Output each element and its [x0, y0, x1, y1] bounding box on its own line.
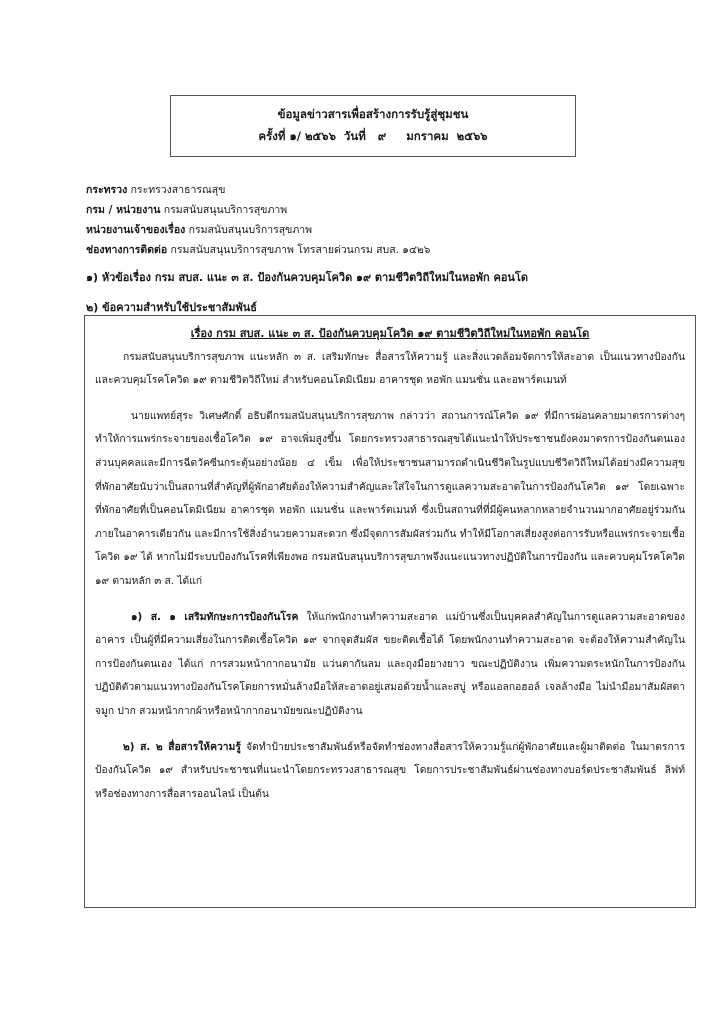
content-paragraph-intro: กรมสนับสนุนบริการสุขภาพ แนะหลัก ๓ ส. เสริมทักษะ สื่อสารให้ความรู้ และสิ่งแวดล้อมจัดการให้สะอาด เป็นแนวทางป้องกันและควบคุมโรคโควิด ๑๙ ตามชีวิตวิถีใหม่ สำหรับคอนโดมิเนียม อาคารชุด หอพัก แมนชั่น และอพาร์ตเมนท์ — [95, 350, 685, 387]
meta-department — [86, 200, 686, 220]
document-meta — [86, 180, 686, 260]
s1-heading: ๑) ส. ๑ เสริมทักษะการป้องกันโรค — [131, 610, 299, 623]
s2-heading: ๒) ส. ๒ สื่อสารให้ความรู้ — [123, 740, 241, 753]
paragraph-gap — [95, 594, 685, 606]
meta-owner — [86, 220, 686, 240]
s1-body: ให้แก่พนักงานทำความสะอาด แม่บ้านซึ่งเป็นบุคคลสำคัญในการดูแลความสะอาดของอาคาร เป็นผู้ที่มีความเสี่ยงในการติดเชื้อโควิด ๑๙ จากจุดสัมผัส ขยะติดเชื้อได้ โดยพนักงานทำความสะอาด จะต้องให้ความสำคัญในการป้องกันตนเอง ได้แก่ การสวมหน้ากากอนามัย แว่นตากันลม และถุงมือยางยาว ขณะปฏิบัติงาน เพิ่มความตระหนักในการป้องกันปฏิบัติตัวตามแนวทางป้องกันโรคโดยการหมั่นล้างมือให้สะอาดอยู่เสมอด้วยน้ำและสบู่ หรือแอลกอฮอล์ เจลล้างมือ ไม่นำมือมาสัมผัสตาจมูก ปาก สวมหน้ากากผ้าหรือหน้ากากอนามัยขณะปฏิบัติงาน — [95, 610, 685, 717]
document-header-box — [170, 95, 576, 157]
meta-ministry-value: กระทรวงสาธารณสุข — [130, 184, 226, 196]
meta-ministry — [86, 180, 686, 200]
content-paragraph-s2 — [95, 736, 685, 807]
section-pr-text-heading: ๒) ข้อความสำหรับใช้ประชาสัมพันธ์ — [86, 301, 257, 314]
meta-department-label: กรม / หน่วยงาน — [86, 204, 161, 216]
meta-contact-value: กรมสนับสนุนบริการสุขภาพ โทรสายด่วนกรม สบส. ๑๔๒๖ — [170, 244, 431, 256]
meta-ministry-label: กระทรวง — [86, 184, 128, 196]
meta-contact — [86, 240, 686, 260]
paragraph-gap — [95, 724, 685, 736]
s2-body: จัดทำป้ายประชาสัมพันธ์หรือจัดทำช่องทางสื่อสารให้ความรู้แก่ผู้พักอาศัยและผู้มาติดต่อ ในมาตรการป้องกันโควิด ๑๙ สำหรับประชาชนที่แนะนำโดยกระทรวงสาธารณสุข โดยการประชาสัมพันธ์ผ่านช่องทางบอร์ดประชาสัมพันธ์ ลิฟท์ หรือช่องทางการสื่อสารออนไลน์ เป็นต้น — [95, 740, 686, 800]
meta-owner-label: หน่วยงานเจ้าของเรื่อง — [86, 224, 186, 236]
meta-department-value: กรมสนับสนุนบริการสุขภาพ — [163, 204, 288, 216]
content-title: เรื่อง กรม สบส. แนะ ๓ ส. ป้องกันควบคุมโควิด ๑๙ ตามชีวิตวิถีใหม่ในหอพัก คอนโด — [190, 327, 590, 340]
header-title: ข้อมูลข่าวสารเพื่อสร้างการรับรู้สู่ชุมชน — [277, 107, 469, 121]
meta-contact-label: ช่องทางการติดต่อ — [86, 244, 168, 256]
header-issue-date: ครั้งที่ ๑/ ๒๕๖๖ วันที่ ๙ มกราคม ๒๕๖๖ — [258, 129, 488, 143]
content-paragraph-s1 — [95, 606, 685, 724]
pr-content-box — [84, 315, 696, 908]
meta-owner-value: กรมสนับสนุนบริการสุขภาพ — [188, 224, 313, 236]
paragraph-gap — [95, 393, 685, 405]
section-topic-heading: ๑) หัวข้อเรื่อง กรม สบส. แนะ ๓ ส. ป้องกันควบคุมโควิด ๑๙ ตามชีวิตวิถีใหม่ในหอพัก คอนโด — [86, 271, 528, 284]
content-paragraph-statement: นายแพทย์สุระ วิเศษศักดิ์ อธิบดีกรมสนับสนุนบริการสุขภาพ กล่าวว่า สถานการณ์โควิด ๑๙ ที่มีการผ่อนคลายมาตรการต่างๆ ทำให้การแพร่กระจายของเชื้อโควิด ๑๙ อาจเพิ่มสูงขึ้น โดยกระทรวงสาธารณสุขได้แนะนำให้ประชาชนยังคงมาตรการป้องกันตนเองส่วนบุคคลและมีการฉีดวัคซีนกระตุ้นอย่างน้อย ๔ เข็ม เพื่อให้ประชาชนสามารถดำเนินชีวิตในรูปแบบชีวิตวิถีใหม่ได้อย่างมีความสุข ที่พักอาศัยนับว่าเป็นสถานที่สำคัญที่ผู้พักอาศัยต้องให้ความสำคัญและใส่ใจในการดูแลความสะอาดในการป้องกันโควิด ๑๙ โดยเฉพาะที่พักอาศัยที่เป็นคอนโดมิเนียม อาคารชุด หอพัก แมนชั่น และพาร์ตเมนท์ ซึ่งเป็นสถานที่ที่มีผู้คนหลากหลายจำนวนมากอาศัยอยู่ร่วมกัน ภายในอาคารเดียวกัน และมีการใช้สิ่งอำนวยความสะดวก ซึ่งมีจุดการสัมผัสร่วมกัน ทำให้มีโอกาสเสี่ยงสูงต่อการรับหรือแพร่กระจายเชื้อโควิด ๑๙ ได้ หากไม่มีระบบป้องกันโรคที่เพียงพอ กรมสนับสนุนบริการสุขภาพจึงแนะแนวทางปฏิบัติในการป้องกัน และควบคุมโรคโควิด ๑๙ ตามหลัก ๓ ส. ได้แก่ — [95, 409, 685, 587]
